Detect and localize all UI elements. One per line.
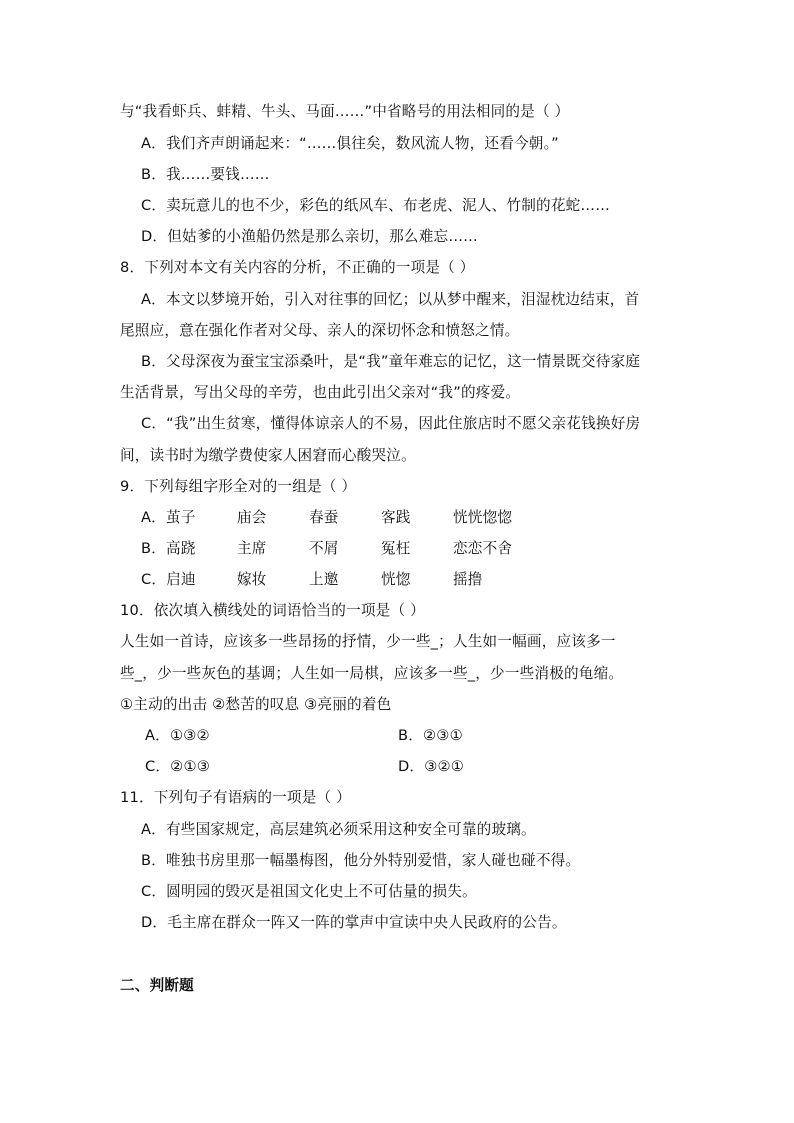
q10-option-d: D．③②① (398, 758, 465, 775)
q9-row-b (0, 539, 794, 559)
q8-option-a-line2: 尾照应，意在强化作者对父母、亲人的深切怀念和愤怒之情。 (120, 322, 520, 339)
q8-option-b-line1: B．父母深夜为蚕宝宝添桑叶，是“我”童年难忘的记忆，这一情景既交待家庭 (141, 353, 641, 370)
q8-option-c-line2: 间，读书时为缴学费使家人困窘而心酸哭泣。 (120, 447, 416, 464)
q8-option-c-line1: C．“我”出生贫寒，懂得体谅亲人的不易，因此住旅店时不愿父亲花钱换好房 (141, 415, 641, 432)
q7-stem: 与“我看虾兵、蚌精、牛头、马面……”中省略号的用法相同的是（ ） (120, 103, 570, 120)
q9-row-c (0, 570, 794, 590)
q11-stem: 11．下列句子有语病的一项是（ ） (120, 789, 351, 806)
q9-a-word-4: 客践 (381, 509, 411, 526)
q9-a-word-3: 春蚕 (309, 509, 339, 526)
q9-stem: 9．下列每组字形全对的一组是（ ） (120, 478, 357, 495)
q10-stem: 10．依次填入横线处的词语恰当的一项是（ ） (120, 602, 425, 619)
q10-choices: ①主动的出击 ②愁苦的叹息 ③亮丽的着色 (120, 696, 392, 713)
q9-b-word-3: 不屑 (309, 540, 339, 557)
q11-option-a: A．有些国家规定，高层建筑必须采用这种安全可靠的玻璃。 (141, 821, 536, 838)
q9-a-word-1: A．茧子 (141, 509, 196, 526)
q9-b-word-1: B．高跷 (141, 540, 196, 557)
q8-option-a-line1: A．本文以梦境开始，引入对往事的回忆；以从梦中醒来，泪湿枕边结束，首 (141, 291, 640, 308)
q10-option-a: A．①③② (145, 727, 210, 744)
q9-c-word-1: C．启迪 (141, 571, 196, 588)
q8-option-b-line2: 生活背景，写出父母的辛劳，也由此引出父亲对“我”的疼爱。 (120, 384, 521, 401)
q9-a-word-5: 恍恍惚惚 (453, 509, 513, 526)
q10-option-c: C．②①③ (145, 758, 211, 775)
q11-option-c: C．圆明园的毁灭是祖国文化史上不可估量的损失。 (141, 883, 477, 900)
q9-b-word-4: 冤枉 (381, 540, 411, 557)
q9-a-word-2: 庙会 (237, 509, 267, 526)
q9-b-word-5: 恋恋不舍 (453, 540, 513, 557)
q11-option-b: B．唯独书房里那一幅墨梅图，他分外特别爱惜，家人碰也碰不得。 (141, 852, 581, 869)
q7-option-a: A．我们齐声朗诵起来：“……俱往矣，数风流人物，还看今朝。” (141, 135, 559, 152)
q9-row-a (0, 508, 794, 528)
q9-c-word-4: 恍惚 (381, 571, 411, 588)
q9-c-word-5: 摇撸 (453, 571, 483, 588)
q10-option-b: B．②③① (398, 727, 463, 744)
q10-passage-line2: 些_，少一些灰色的基调；人生如一局棋，应该多一些_，少一些消极的龟缩。 (120, 665, 624, 682)
q9-c-word-3: 上邀 (309, 571, 339, 588)
q7-option-c: C．卖玩意儿的也不少，彩色的纸风车、布老虎、泥人、竹制的花蛇…… (141, 197, 610, 214)
q9-b-word-2: 主席 (237, 540, 267, 557)
q8-stem: 8．下列对本文有关内容的分析，不正确的一项是（ ） (120, 259, 475, 276)
q7-option-d: D．但姑爹的小渔船仍然是那么亲切，那么难忘…… (141, 228, 478, 245)
q9-c-word-2: 嫁妆 (237, 571, 267, 588)
q10-passage-line1: 人生如一首诗，应该多一些昂扬的抒情，少一些_；人生如一幅画，应该多一 (120, 633, 616, 650)
q7-option-b: B．我……要钱…… (141, 166, 270, 183)
q11-option-d: D．毛主席在群众一阵又一阵的掌声中宣读中央人民政府的公告。 (141, 914, 567, 931)
section-2-heading: 二、判断题 (120, 977, 194, 994)
